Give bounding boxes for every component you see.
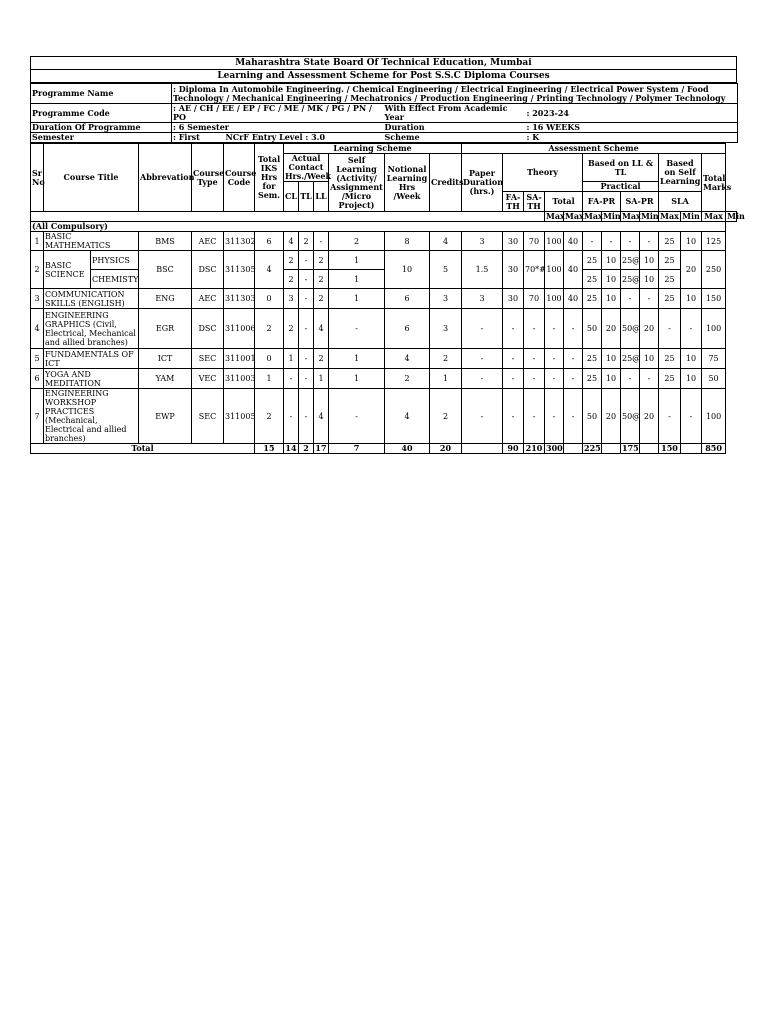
duration-label: Duration — [384, 123, 526, 133]
sa-pr-max: 50@ — [621, 309, 640, 349]
fa-th-max: - — [503, 369, 524, 389]
tl: 2 — [299, 232, 314, 251]
programme-info-table — [30, 83, 738, 143]
fa-pr-max: 25 — [583, 369, 602, 389]
paper-duration: 1.5 — [462, 251, 503, 289]
fa-th-max: - — [503, 309, 524, 349]
total-credits: 20 — [430, 444, 462, 454]
sr-no: 3 — [31, 289, 44, 309]
sla-max: 25 — [659, 289, 681, 309]
credits: 4 — [430, 232, 462, 251]
credits: 3 — [430, 289, 462, 309]
total-label: Total — [31, 444, 255, 454]
fa-th-max: 30 — [503, 232, 524, 251]
col-course-title: Course Title — [44, 144, 139, 212]
total-self-learning: 7 — [329, 444, 385, 454]
paper-duration: - — [462, 369, 503, 389]
col-actual-contact: Actual Contact Hrs./Week — [285, 153, 332, 181]
notional-hrs: 4 — [385, 389, 430, 444]
notional-hrs: 2 — [385, 369, 430, 389]
iks-hrs: 1 — [255, 369, 284, 389]
sa-pr-max: 25@ — [621, 251, 640, 270]
tl: - — [299, 349, 314, 369]
ll: 2 — [314, 270, 329, 289]
total-sa-pr: 175 — [622, 443, 639, 453]
total-fa-pr: 225 — [584, 443, 601, 453]
abbrevation: ENG — [139, 289, 192, 309]
col-notional-learning: Notional Learning Hrs /Week — [385, 154, 430, 212]
total-marks: 50 — [702, 369, 726, 389]
fa-pr-min: 10 — [602, 369, 621, 389]
tl: - — [299, 289, 314, 309]
sa-th-max: - — [524, 349, 545, 369]
iks-hrs: 6 — [255, 232, 284, 251]
sa-pr-max: - — [621, 289, 640, 309]
notional-hrs: 6 — [385, 289, 430, 309]
cl: - — [284, 369, 299, 389]
sub-course-title: PHYSICS — [91, 251, 139, 270]
credits: 3 — [430, 309, 462, 349]
totals-row — [31, 444, 737, 454]
col-course-type: Course Type — [192, 144, 224, 212]
sla-min: - — [681, 389, 702, 444]
theory-total-min: 40 — [564, 251, 583, 289]
theory-total-min: - — [564, 389, 583, 444]
table-row — [31, 251, 737, 270]
iks-hrs: 2 — [255, 309, 284, 349]
paper-duration: - — [462, 309, 503, 349]
table-row — [31, 349, 737, 369]
fa-pr-min: 20 — [602, 309, 621, 349]
group-learning-scheme: Learning Scheme — [284, 144, 462, 154]
cl: - — [284, 389, 299, 444]
sla-min: 10 — [681, 369, 702, 389]
fa-th-max: - — [503, 389, 524, 444]
sa-th-max: - — [524, 309, 545, 349]
course-code: 311305 — [224, 251, 255, 289]
sla-min: 10 — [681, 232, 702, 251]
col-course-code: Course Code — [224, 144, 255, 212]
self-learning: 1 — [329, 369, 385, 389]
max-label: Max — [584, 211, 603, 221]
ll: 2 — [314, 349, 329, 369]
max-label: Max — [622, 211, 641, 221]
max-label: Max — [702, 212, 726, 222]
col-paper-duration: Paper Duration (hrs.) — [462, 154, 503, 212]
course-code: 311006 — [224, 309, 255, 349]
fa-pr-max: 25 — [583, 349, 602, 369]
theory-total-max: 100 — [545, 232, 564, 251]
abbrevation: BSC — [139, 251, 192, 289]
sa-th-max: 70 — [524, 232, 545, 251]
total-notional: 40 — [385, 444, 430, 454]
scheme-title: Learning and Assessment Scheme for Post S.S.C Diploma Courses — [31, 70, 737, 83]
abbrevation: EGR — [139, 309, 192, 349]
theory-total-max: - — [545, 349, 564, 369]
fa-pr-min: 20 — [602, 389, 621, 444]
sla-max: 25 — [659, 270, 681, 289]
total-theory-max: 300 — [546, 443, 563, 453]
fa-pr-min: 10 — [602, 270, 621, 289]
theory-total-min: - — [564, 309, 583, 349]
credits: 1 — [430, 369, 462, 389]
sla-max: - — [659, 309, 681, 349]
paper-duration: 3 — [462, 289, 503, 309]
col-self-learning: Self Learning (Activity/ Assignment /Micro Project) — [330, 154, 383, 210]
theory-total-min: - — [564, 349, 583, 369]
course-type: VEC — [192, 369, 224, 389]
fa-pr-min: 10 — [602, 289, 621, 309]
sa-pr-min: - — [640, 369, 659, 389]
fa-pr-max: 50 — [583, 309, 602, 349]
header-spacer — [31, 212, 545, 222]
sa-pr-max: 25@ — [621, 270, 640, 289]
sla-min: - — [681, 309, 702, 349]
sa-pr-max: 50@ — [621, 389, 640, 444]
table-row — [31, 309, 737, 349]
effect-year-value: : 2023-24 — [526, 104, 738, 123]
col-fa-th: FA-TH — [503, 192, 524, 212]
programme-code-label: Programme Code — [31, 104, 172, 123]
group-based-ll-tl: Based on LL & TL — [583, 154, 659, 182]
iks-hrs: 0 — [255, 289, 284, 309]
self-learning: 1 — [329, 289, 385, 309]
sa-th-max: - — [524, 369, 545, 389]
course-title: FUNDAMENTALS OF ICT — [44, 349, 139, 369]
paper-duration: 3 — [462, 232, 503, 251]
scheme-table — [30, 143, 745, 454]
col-ll: LL — [314, 182, 329, 212]
sr-no: 2 — [31, 251, 44, 289]
total-ll: 17 — [315, 443, 327, 453]
section-label: (All Compulsory) — [31, 222, 726, 232]
fa-th-max: 30 — [503, 251, 524, 289]
sr-no: 1 — [31, 232, 44, 251]
course-code: 311005 — [224, 389, 255, 444]
total-marks: 100 — [702, 309, 726, 349]
notional-hrs: 10 — [385, 251, 430, 289]
sa-pr-min: 10 — [640, 349, 659, 369]
col-theory-total: Total — [545, 192, 583, 212]
total-sa-pr-min — [640, 444, 659, 454]
course-type: DSC — [192, 251, 224, 289]
cl: 3 — [284, 289, 299, 309]
notional-hrs: 8 — [385, 232, 430, 251]
self-learning: - — [329, 389, 385, 444]
total-tl: 2 — [299, 444, 314, 454]
programme-code-value: : AE / CH / EE / EP / FC / ME / MK / PG / PN / PO — [172, 104, 384, 123]
sa-pr-min: 20 — [640, 389, 659, 444]
course-title: YOGA AND MEDITATION — [44, 369, 139, 389]
col-sla: SLA — [659, 192, 702, 212]
course-type: SEC — [192, 349, 224, 369]
programme-name-value: : Diploma In Automobile Engineering. / Chemical Engineering / Electrical Engineering / Electrical Power System / Food Technology / Mechanical Engineering / Mechatronics / Production Engineering / Printing Technology / Polymer Technology — [172, 84, 738, 104]
fa-pr-max: 25 — [583, 251, 602, 270]
semester-value — [172, 133, 384, 143]
iks-hrs: 4 — [255, 251, 284, 289]
ll: - — [314, 232, 329, 251]
fa-pr-max: 25 — [583, 289, 602, 309]
sla-max: 25 — [659, 251, 681, 270]
table-row — [31, 289, 737, 309]
total-marks: 125 — [702, 232, 726, 251]
credits: 2 — [430, 389, 462, 444]
tl: - — [299, 270, 314, 289]
total-marks-sum: 850 — [702, 444, 726, 454]
table-row — [31, 369, 737, 389]
total-paper-duration — [462, 444, 503, 454]
min-label: Min — [727, 211, 745, 221]
self-learning: 1 — [329, 349, 385, 369]
total-marks: 100 — [702, 389, 726, 444]
course-title: COMMUNICATION SKILLS (ENGLISH) — [44, 289, 139, 309]
fa-pr-min: 10 — [602, 251, 621, 270]
sr-no: 6 — [31, 369, 44, 389]
theory-total-max: - — [545, 369, 564, 389]
total-marks: 150 — [702, 289, 726, 309]
sa-pr-min: 10 — [640, 251, 659, 270]
scheme-label: Scheme — [384, 133, 526, 143]
col-abbrevation: Abbrevation — [139, 144, 192, 212]
tl: - — [299, 309, 314, 349]
group-assessment-scheme: Assessment Scheme — [462, 144, 726, 154]
ll: 2 — [314, 289, 329, 309]
iks-hrs: 2 — [255, 389, 284, 444]
tl: - — [299, 369, 314, 389]
sr-no: 5 — [31, 349, 44, 369]
abbrevation: BMS — [139, 232, 192, 251]
max-label: Max — [565, 211, 584, 221]
course-title: BASIC MATHEMATICS — [44, 232, 139, 251]
sla-max: 25 — [659, 369, 681, 389]
table-row — [31, 232, 737, 251]
course-title: ENGINEERING GRAPHICS (Civil, Electrical, Mechanical and allied branches) — [44, 309, 139, 349]
total-sla-min — [681, 444, 702, 454]
course-type: AEC — [192, 289, 224, 309]
fa-th-max: - — [503, 349, 524, 369]
notional-hrs: 6 — [385, 309, 430, 349]
credits: 5 — [430, 251, 462, 289]
sa-pr-min: 20 — [640, 309, 659, 349]
tl: - — [299, 389, 314, 444]
col-total-iks: Total IKS Hrs for Sem. — [255, 144, 284, 212]
self-learning: 1 — [329, 251, 385, 270]
tl: - — [299, 251, 314, 270]
course-type: AEC — [192, 232, 224, 251]
sla-max: 25 — [659, 349, 681, 369]
sa-th-max: 70*# — [524, 251, 545, 289]
cl: 2 — [284, 309, 299, 349]
sa-th-max: - — [524, 389, 545, 444]
scheme-value: : K — [526, 133, 738, 143]
fa-pr-max: - — [583, 232, 602, 251]
theory-total-min: 40 — [564, 232, 583, 251]
semester-label: Semester — [31, 133, 172, 143]
course-code: 311302 — [224, 232, 255, 251]
theory-total-max: 100 — [545, 251, 564, 289]
ll: 2 — [314, 251, 329, 270]
course-type: DSC — [192, 309, 224, 349]
duration-programme-value: : 6 Semester — [172, 123, 384, 133]
sla-min: 10 — [681, 349, 702, 369]
sub-course-title: CHEMISTY — [91, 270, 139, 289]
scheme-document — [30, 56, 745, 454]
cl: 4 — [284, 232, 299, 251]
ncrf-entry-level: NCrF Entry Level : 3.0 — [225, 132, 326, 142]
sa-pr-min: - — [640, 289, 659, 309]
cl: 1 — [284, 349, 299, 369]
sa-pr-min: - — [640, 232, 659, 251]
iks-hrs: 0 — [255, 349, 284, 369]
course-title: BASIC SCIENCE — [44, 251, 91, 289]
course-code: 311001 — [224, 349, 255, 369]
col-cl: CL — [284, 182, 299, 212]
theory-total-min: 40 — [564, 289, 583, 309]
col-credits: Credits — [430, 154, 462, 212]
col-sa-th: SA-TH — [524, 192, 545, 212]
fa-th-max: 30 — [503, 289, 524, 309]
cl: 2 — [284, 251, 299, 270]
sr-no: 4 — [31, 309, 44, 349]
theory-total-max: 100 — [545, 289, 564, 309]
duration-value: : 16 WEEKS — [526, 123, 738, 133]
ll: 1 — [314, 369, 329, 389]
sa-pr-max: - — [621, 232, 640, 251]
programme-name-label: Programme Name — [31, 84, 172, 104]
col-sr-no: Sr No — [31, 144, 44, 212]
fa-pr-max: 50 — [583, 389, 602, 444]
max-label: Max — [660, 211, 679, 221]
total-sla: 150 — [659, 444, 681, 454]
course-title: ENGINEERING WORKSHOP PRACTICES (Mechanical, Electrical and allied branches) — [44, 389, 139, 444]
table-row — [31, 270, 737, 289]
board-title: Maharashtra State Board Of Technical Education, Mumbai — [31, 57, 737, 70]
total-iks: 15 — [255, 444, 284, 454]
sa-th-max: 70 — [524, 289, 545, 309]
ll: 4 — [314, 309, 329, 349]
ll: 4 — [314, 389, 329, 444]
sr-no: 7 — [31, 389, 44, 444]
fa-pr-min: - — [602, 232, 621, 251]
sa-pr-min: 10 — [640, 270, 659, 289]
effect-year-label: With Effect From Academic Year — [384, 104, 526, 123]
total-theory-min — [564, 444, 583, 454]
min-label: Min — [641, 211, 659, 221]
sla-min: 20 — [681, 251, 702, 289]
self-learning: 2 — [329, 232, 385, 251]
self-learning: 1 — [329, 270, 385, 289]
sla-min: 10 — [681, 289, 702, 309]
theory-total-max: - — [545, 389, 564, 444]
paper-duration: - — [462, 389, 503, 444]
semester-value-text: : First — [173, 132, 200, 142]
abbrevation: EWP — [139, 389, 192, 444]
col-total-marks: Total Marks — [702, 154, 726, 212]
credits: 2 — [430, 349, 462, 369]
total-marks: 250 — [702, 251, 726, 289]
sla-max: 25 — [659, 232, 681, 251]
col-sa-pr: SA-PR — [621, 192, 659, 212]
sa-pr-max: - — [621, 369, 640, 389]
course-code: 311303 — [224, 289, 255, 309]
col-tl: TL — [299, 182, 314, 212]
total-cl: 14 — [285, 443, 297, 453]
course-type: SEC — [192, 389, 224, 444]
table-row — [31, 389, 737, 444]
fa-pr-max: 25 — [583, 270, 602, 289]
abbrevation: YAM — [139, 369, 192, 389]
sa-pr-max: 25@ — [621, 349, 640, 369]
paper-duration: - — [462, 349, 503, 369]
self-learning: - — [329, 309, 385, 349]
sla-max: - — [659, 389, 681, 444]
max-label: Max — [546, 211, 565, 221]
group-practical: Practical — [583, 182, 659, 192]
abbrevation: ICT — [139, 349, 192, 369]
cl: 2 — [284, 270, 299, 289]
col-fa-pr: FA-PR — [583, 192, 621, 212]
notional-hrs: 4 — [385, 349, 430, 369]
duration-programme-label: Duration Of Programme — [31, 123, 172, 133]
total-fa-pr-min — [602, 444, 621, 454]
min-label: Min — [603, 211, 621, 221]
theory-total-min: - — [564, 369, 583, 389]
total-marks: 75 — [702, 349, 726, 369]
fa-pr-min: 10 — [602, 349, 621, 369]
group-based-self-learning: Based on Self Learning — [659, 154, 702, 192]
min-label: Min — [682, 211, 700, 221]
total-sa-th: 210 — [524, 444, 545, 454]
course-code: 311003 — [224, 369, 255, 389]
theory-total-max: - — [545, 309, 564, 349]
group-theory: Theory — [503, 154, 583, 192]
total-fa-th: 90 — [503, 444, 524, 454]
scheme-header-table — [30, 56, 737, 83]
